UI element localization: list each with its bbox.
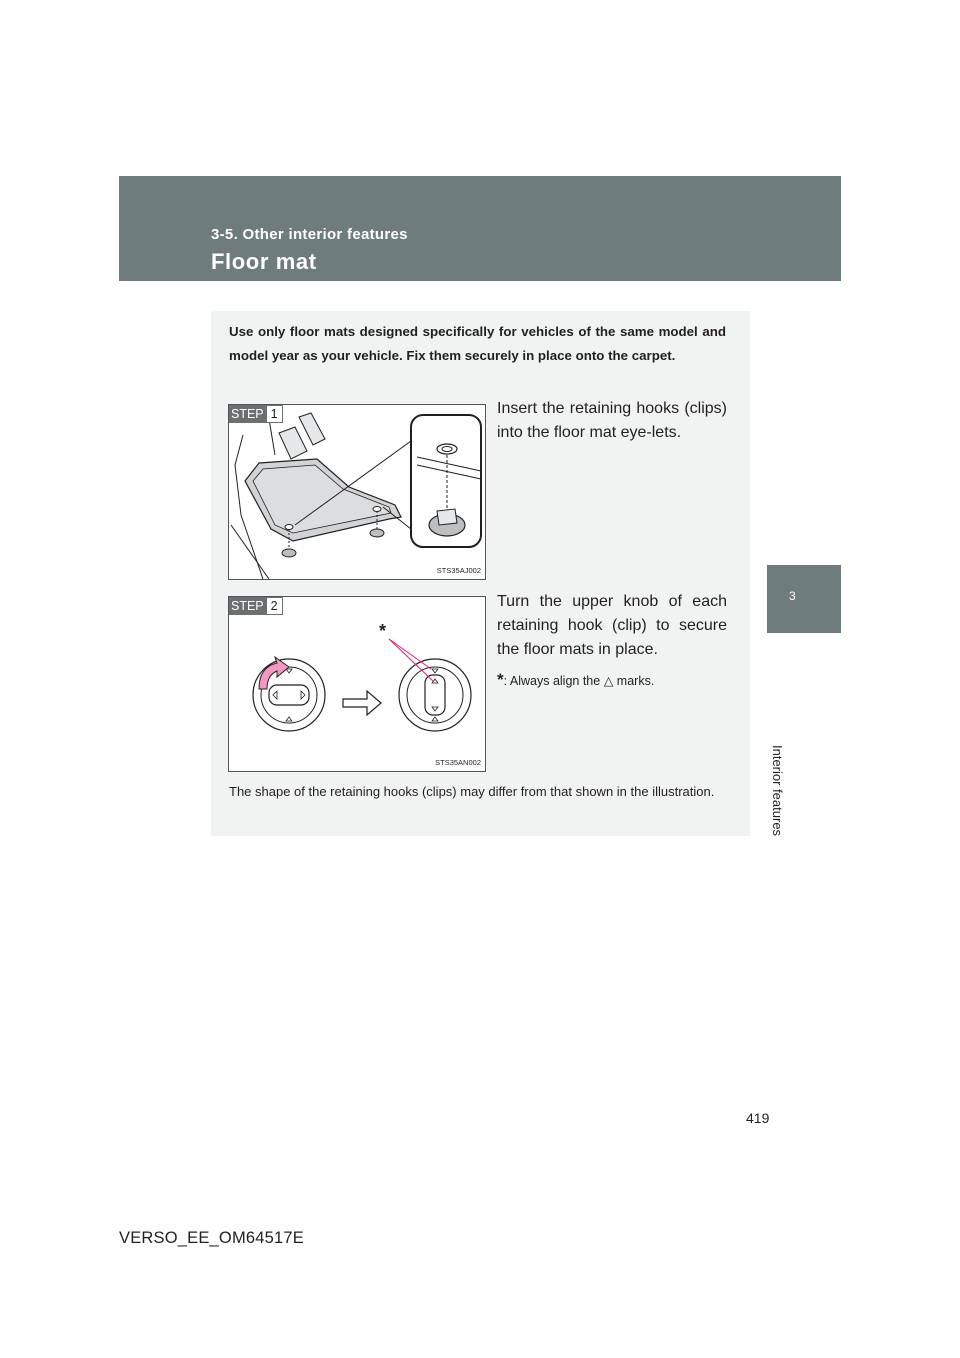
step1-text: Insert the retaining hooks (clips) into the floor mat eye-lets. — [497, 400, 727, 441]
step2-badge-word: STEP — [231, 599, 264, 613]
intro-text: Use only floor mats designed specifically for vehicles of the same model and model year as your vehicle. Fix them securely in place onto the carpet. — [229, 324, 726, 363]
step2-figure-code: STS35AN002 — [435, 758, 481, 767]
chapter-tab-number: 3 — [789, 589, 796, 603]
knob-turn-illustration — [229, 597, 485, 771]
step1-badge-number: 1 — [266, 405, 283, 423]
step2-illustration — [228, 596, 486, 772]
step1-illustration — [228, 404, 486, 580]
callout-star: * — [379, 621, 387, 641]
step1-badge-word: STEP — [231, 407, 264, 421]
document-code: VERSO_EE_OM64517E — [119, 1229, 304, 1247]
alignment-note — [497, 670, 654, 690]
page-title: Floor mat — [211, 249, 317, 274]
chapter-tab[interactable] — [767, 565, 841, 633]
step1-badge — [229, 405, 283, 423]
step2-badge-number: 2 — [266, 597, 283, 615]
note-text-after: marks. — [613, 674, 655, 688]
section-label: 3-5. Other interior features — [211, 226, 408, 243]
note-text-before: : Always align the — [503, 674, 604, 688]
floor-mat-hook-illustration — [229, 405, 485, 579]
chapter-tab-label: Interior features — [770, 745, 785, 837]
step2-text: Turn the upper knob of each retaining hook (clip) to secure the floor mats in place. — [497, 593, 727, 658]
page-number: 419 — [746, 1110, 770, 1126]
triangle-mark-icon: △ — [603, 674, 614, 688]
step1-figure-code: STS35AJ002 — [436, 566, 481, 575]
illustration-caption: The shape of the retaining hooks (clips) may differ from that shown in the illustration. — [229, 784, 715, 799]
step2-badge — [229, 597, 283, 615]
note-star: * — [497, 670, 504, 689]
